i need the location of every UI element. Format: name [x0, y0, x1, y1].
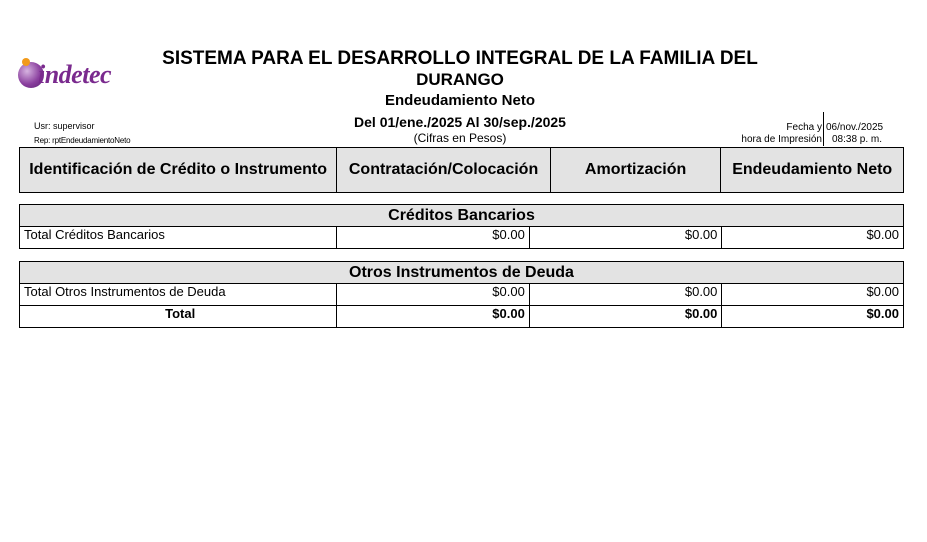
row-value: $0.00	[336, 227, 529, 248]
report-id-label: Rep: rptEndeudamientoNeto	[34, 136, 131, 145]
indetec-logo	[18, 54, 138, 94]
table-row	[19, 284, 904, 306]
report-period: Del 01/ene./2025 Al 30/sep./2025	[354, 114, 566, 130]
column-header: Contratación/Colocación	[337, 148, 551, 192]
report-name: Endeudamiento Neto	[384, 92, 535, 109]
total-label: Total	[165, 306, 196, 321]
row-value: $0.00	[336, 284, 529, 305]
total-value: $0.00	[336, 306, 529, 327]
row-label: Total Créditos Bancarios	[24, 227, 165, 242]
row-value: $0.00	[721, 284, 903, 305]
total-value: $0.00	[721, 306, 903, 327]
date-divider	[823, 112, 824, 146]
user-label: Usr: supervisor	[34, 121, 95, 131]
table-row	[19, 227, 904, 249]
report-units: (Cifras en Pesos)	[413, 131, 507, 145]
column-header: Endeudamiento Neto	[732, 161, 893, 178]
section-title: Créditos Bancarios	[19, 204, 904, 227]
report-title-line2: DURANGO	[416, 70, 504, 89]
row-value: $0.00	[529, 227, 722, 248]
time-label: hora de Impresión	[741, 134, 822, 145]
section-title: Otros Instrumentos de Deuda	[19, 261, 904, 284]
total-row	[19, 306, 904, 328]
report-title-line1: SISTEMA PARA EL DESARROLLO INTEGRAL DE LA FAMILIA DEL	[162, 48, 758, 69]
date-label: Fecha y	[786, 122, 822, 133]
total-value: $0.00	[529, 306, 722, 327]
date-value: 06/nov./2025	[826, 122, 884, 133]
logo-wordmark: indetec	[38, 60, 112, 89]
time-value: 08:38 p. m.	[832, 134, 883, 145]
column-header: Identificación de Crédito o Instrumento	[20, 148, 337, 192]
row-value: $0.00	[529, 284, 722, 305]
column-header: Amortización	[551, 148, 722, 192]
row-label: Total Otros Instrumentos de Deuda	[24, 284, 226, 299]
table-header	[19, 147, 904, 193]
row-value: $0.00	[721, 227, 903, 248]
